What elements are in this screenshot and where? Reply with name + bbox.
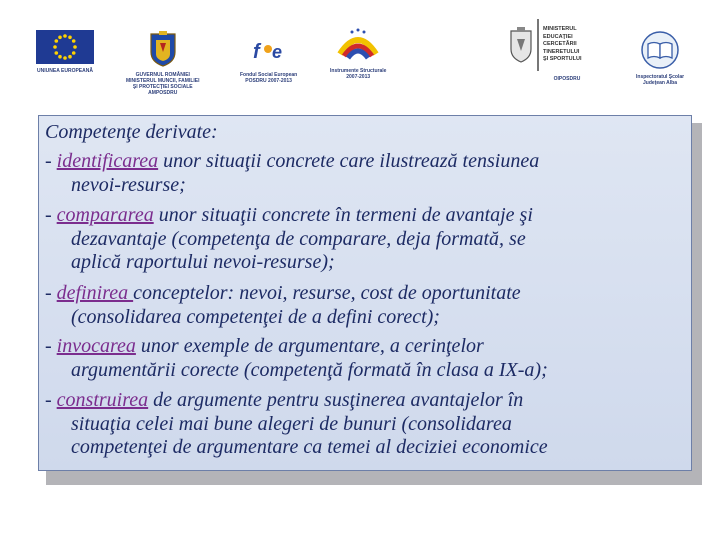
ministry-crest-icon bbox=[508, 25, 534, 65]
logo-strip bbox=[0, 0, 720, 110]
fse-icon bbox=[247, 34, 291, 68]
fse-caption: Fondul Social European POSDRU 2007-2013 bbox=[240, 72, 298, 84]
competence-item-identify: - identificarea unor situaţii concrete care ilustrează tensiunea nevoi-resurse; bbox=[45, 150, 540, 196]
oiposdru-caption: OIPOSDRU bbox=[553, 76, 581, 82]
structural-instruments-caption: Instrumente Structurale 2007-2013 bbox=[330, 68, 387, 80]
isj-book-icon bbox=[640, 30, 680, 70]
eu-flag-icon bbox=[36, 30, 94, 64]
structural-instruments-icon bbox=[334, 24, 382, 64]
isj-logo bbox=[636, 30, 684, 86]
structural-instruments-logo bbox=[330, 24, 386, 80]
keyword-identificarea: identificarea bbox=[56, 150, 159, 172]
svg-text:e: e bbox=[271, 42, 282, 62]
government-logo bbox=[126, 30, 200, 96]
svg-text:f: f bbox=[252, 41, 260, 63]
fse-logo bbox=[240, 34, 297, 84]
education-ministry-emblem bbox=[508, 14, 626, 76]
isj-caption: Inspectoratul Şcolar Judeţean Alba bbox=[636, 74, 685, 86]
competence-item-construct: - construirea de argumente pentru susţinerea avantajelor în situaţia celei mai bune alegeri de bunuri (consolidarea competenţei de argumentare ca temei al deciziei economice bbox=[45, 389, 548, 458]
competence-item-invoke: - invocarea unor exemple de argumentare, a cerinţelor argumentării corecte (competenţă formată în clasa a IX-a); bbox=[45, 335, 548, 381]
eu-logo bbox=[36, 30, 94, 74]
coat-of-arms-icon bbox=[148, 30, 178, 68]
keyword-compararea: compararea bbox=[56, 204, 154, 226]
ministry-name: MINISTERUL EDUCAŢIEI CERCETĂRII TINERETULUI ŞI SPORTULUI bbox=[543, 26, 582, 63]
eu-caption: UNIUNEA EUROPEANĂ bbox=[37, 68, 93, 74]
competence-item-define: - definirea conceptelor: nevoi, resurse, cost de oportunitate (consolidarea competenţei de a defini corect); bbox=[45, 282, 521, 328]
section-heading: Competenţe derivate: bbox=[45, 121, 218, 143]
keyword-invocarea: invocarea bbox=[56, 335, 136, 357]
keyword-definirea: definirea bbox=[56, 282, 134, 304]
competence-item-compare: - compararea unor situaţii concrete în termeni de avantaje şi dezavantaje (competenţa de comparare, deja formată, se aplică raportului nevoi-resurse); bbox=[45, 204, 533, 273]
education-ministry-logo bbox=[508, 14, 626, 82]
keyword-construirea: construirea bbox=[56, 389, 149, 411]
government-caption: GUVERNUL ROMÂNIEI MINISTERUL MUNCII, FAMILIEI ŞI PROTECŢIEI SOCIALE AMPOSDRU bbox=[126, 72, 200, 96]
